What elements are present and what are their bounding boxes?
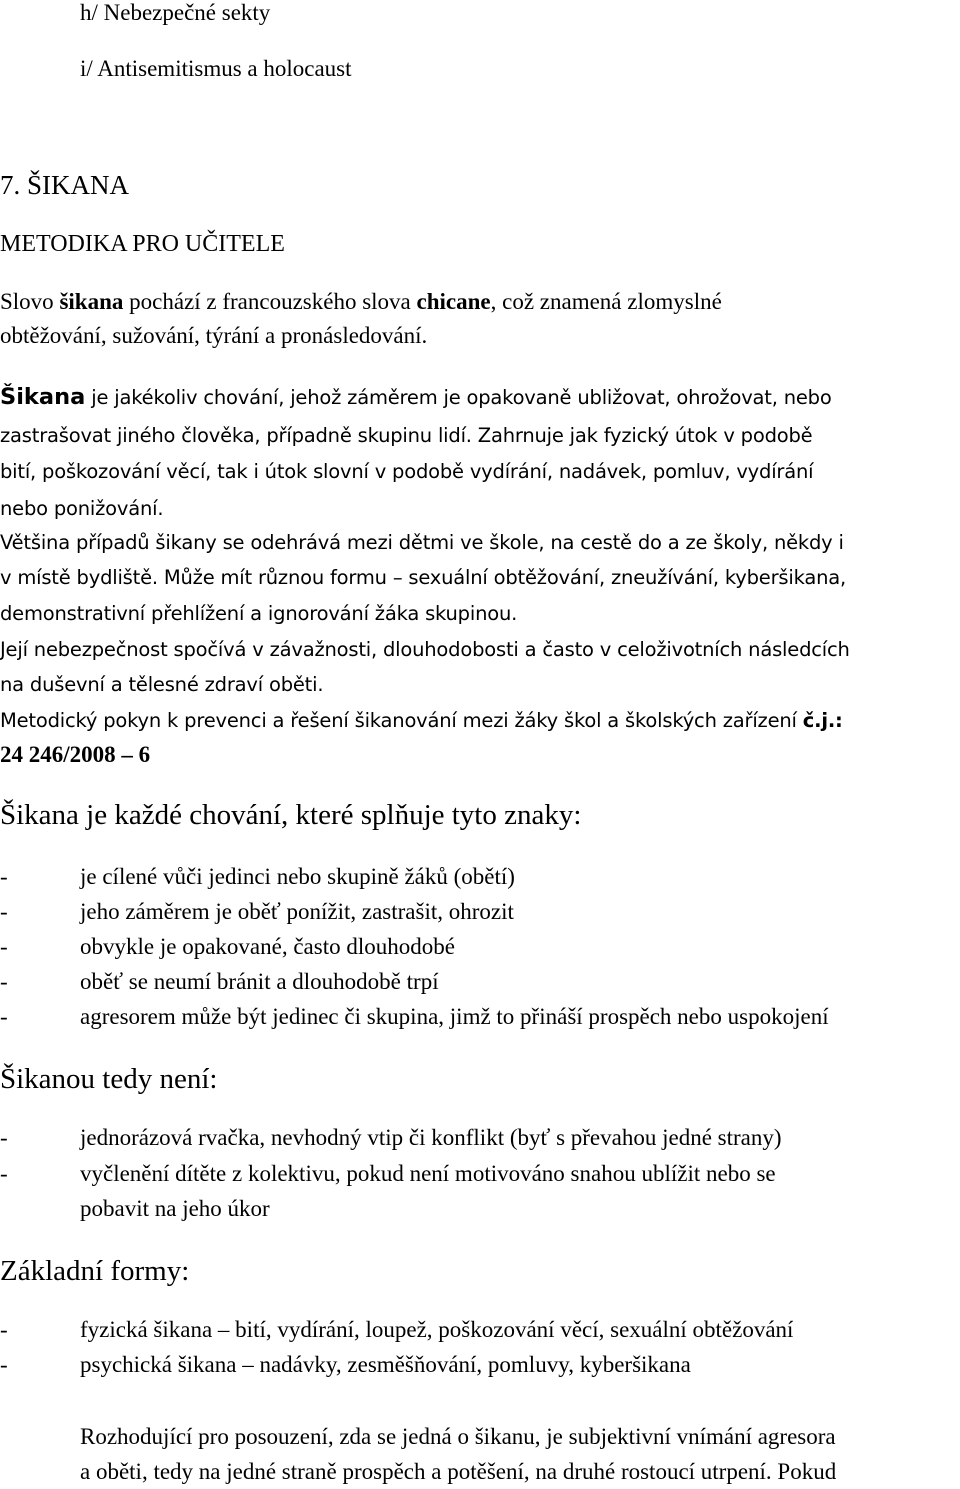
definition-text: v místě bydliště.: [0, 566, 158, 589]
closing-line-2: a oběti, tedy na jedné straně prospěch a potěšení, na druhé rostoucí utrpení. Pokud: [80, 1459, 837, 1484]
definition-text: Zahrnuje jak fyzický útok v podobě: [471, 424, 813, 447]
bullet-dash: -: [0, 864, 8, 889]
bullet-dash: -: [0, 1352, 8, 1377]
intro-text: pochází z francouzského slova: [123, 289, 417, 314]
bullet-dash: -: [0, 1161, 8, 1186]
intro-text: , což znamená zlomyslné: [490, 289, 722, 314]
definition-text: Může mít různou formu – sexuální obtěžování, zneužívání, kyberšikana,: [157, 566, 847, 589]
list-item-text: fyzická šikana – bití, vydírání, loupež, poškozování věcí, sexuální obtěžování: [80, 1317, 794, 1342]
definition-line-6: [0, 566, 846, 589]
bullet-dash: -: [0, 934, 8, 959]
definition-line-4: nebo ponižování.: [0, 497, 164, 520]
definition-text: zastrašovat jiného člověka, případně skupinu lidí.: [0, 424, 472, 447]
definition-term: Šikana: [0, 384, 86, 410]
bullet-dash: -: [0, 1004, 8, 1029]
term-sikana: šikana: [59, 289, 124, 314]
signs-heading: Šikana je každé chování, které splňuje tyto znaky:: [0, 799, 582, 831]
definition-line-5: Většina případů šikany se odehrává mezi dětmi ve škole, na cestě do a ze školy, někdy i: [0, 531, 844, 554]
not-bullying-heading: Šikanou tedy není:: [0, 1063, 218, 1095]
bullet-dash: -: [0, 899, 8, 924]
toc-item-i: i/ Antisemitismus a holocaust: [80, 56, 352, 81]
list-item-text: agresorem může být jedinec či skupina, jimž to přináší prospěch nebo uspokojení: [80, 1004, 829, 1029]
definition-line-1: [0, 384, 832, 410]
bullet-dash: -: [0, 1125, 8, 1150]
chapter-title: 7. ŠIKANA: [0, 170, 130, 200]
toc-item-h: h/ Nebezpečné sekty: [80, 0, 271, 25]
list-item-text: vyčlenění dítěte z kolektivu, pokud není motivováno snahou ublížit nebo se: [80, 1161, 776, 1186]
definition-line-3: bití, poškozování věcí, tak i útok slovní v podobě vydírání, nadávek, pomluv, vydírání: [0, 460, 814, 483]
definition-text: je jakékoliv chování, jehož záměrem je opakovaně ubližovat, ohrožovat, nebo: [85, 386, 832, 409]
forms-heading: Základní formy:: [0, 1255, 190, 1287]
list-item-text: psychická šikana – nadávky, zesměšňování, pomluvy, kyberšikana: [80, 1352, 691, 1377]
guideline-ref-number: 24 246/2008 – 6: [0, 742, 151, 767]
definition-line-8: Její nebezpečnost spočívá v závažnosti, dlouhodobosti a často v celoživotních následcích: [0, 638, 850, 661]
guideline-text: Metodický pokyn k prevenci a řešení šikanování mezi žáky škol a školských zařízení: [0, 709, 803, 732]
chapter-subtitle: METODIKA PRO UČITELE: [0, 231, 285, 257]
list-item-text: je cílené vůči jedinci nebo skupině žáků (obětí): [80, 864, 515, 889]
list-item-text: oběť se neumí bránit a dlouhodobě trpí: [80, 969, 439, 994]
definition-line-10: [0, 709, 843, 732]
closing-line-1: Rozhodující pro posouzení, zda se jedná o šikanu, je subjektivní vnímání agresora: [80, 1424, 836, 1449]
intro-line-2: obtěžování, sužování, týrání a pronásledování.: [0, 323, 428, 348]
bullet-dash: -: [0, 1317, 8, 1342]
list-item-continuation: pobavit na jeho úkor: [80, 1196, 270, 1221]
term-chicane: chicane: [416, 289, 491, 314]
definition-line-9: na duševní a tělesné zdraví oběti.: [0, 673, 324, 696]
guideline-ref-label: č.j.:: [802, 709, 843, 732]
definition-line-7: demonstrativní přehlížení a ignorování žáka skupinou.: [0, 602, 518, 625]
list-item-text: obvykle je opakované, často dlouhodobé: [80, 934, 455, 959]
definition-line-2: [0, 424, 812, 447]
intro-line-1: [0, 289, 722, 315]
list-item-text: jednorázová rvačka, nevhodný vtip či konflikt (byť s převahou jedné strany): [80, 1125, 782, 1150]
list-item-text: jeho záměrem je oběť ponížit, zastrašit, ohrozit: [80, 899, 514, 924]
bullet-dash: -: [0, 969, 8, 994]
intro-text: Slovo: [0, 289, 60, 314]
